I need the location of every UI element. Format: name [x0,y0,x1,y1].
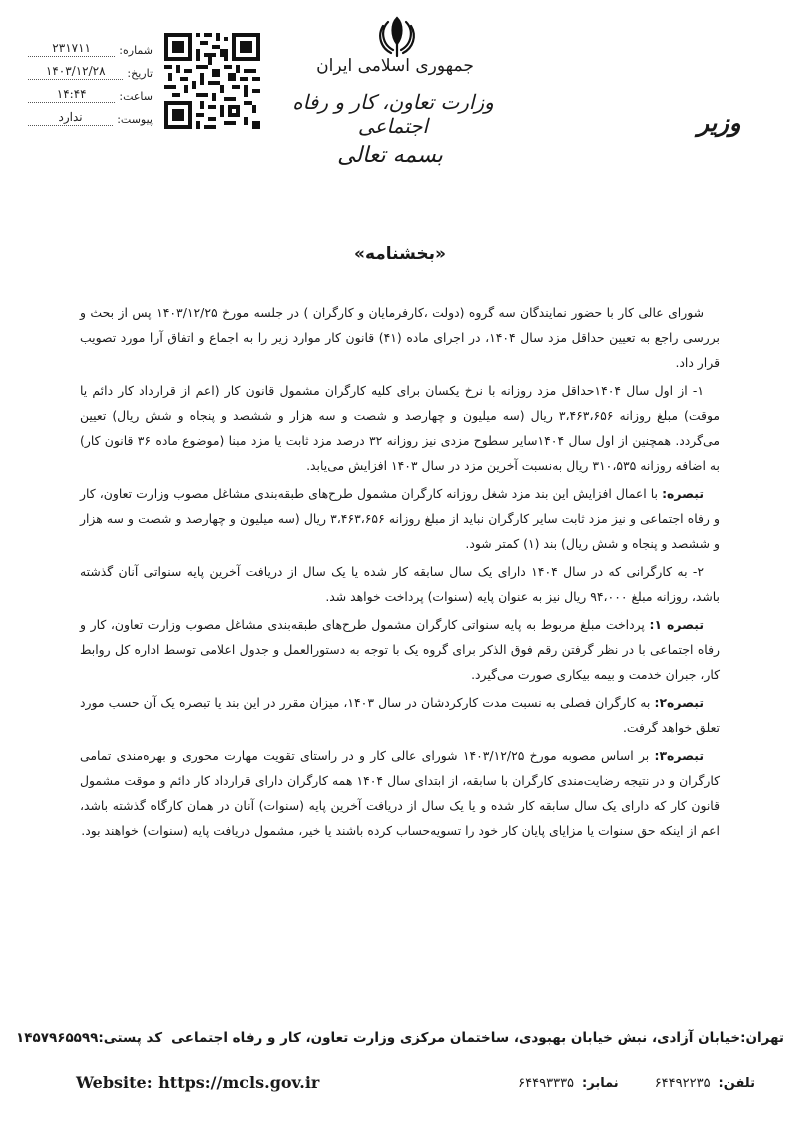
clause-2-note-2 [80,690,720,740]
footer-phones [470,1076,755,1091]
note-1-text: پرداخت مبلغ مربوط به پایه سنواتی کارگران مشمول طرح‌های طبقه‌بندی مشاغل مصوب وزارت تعاون، کار و رفاه اجتماعی با در نظر گرفتن رقم فوق الذکر برای گروه یک با توجه به دستورالعمل و جدول اعلامی توسط اداره کل روابط کار، جبران خدمت و بیمه بیکاری صورت می‌گیرد. [80,617,720,682]
bismillah-heading: بسمه تعالی [337,143,443,168]
note-1-label: تبصره ۱: [649,617,704,632]
country-name: جمهوری اسلامی ایران [316,56,474,76]
note-label: تبصره: [662,486,704,501]
letter-number-label: شماره: [119,44,153,57]
letter-time-value: ۱۴:۴۴ [28,87,115,103]
phone-label: تلفن: [718,1076,755,1091]
letter-attachment-value: ندارد [28,110,113,126]
letter-number-value: ۲۳۱۷۱۱ [28,41,115,57]
fax-value: ۶۴۴۹۳۳۳۵ [518,1076,575,1091]
fax-label: نمابر: [582,1076,619,1091]
footer-address: تهران:خیابان آزادی، نبش خیابان بهبودی، ساختمان مرکزی وزارت تعاون، کار و رفاه اجتماعی [171,1030,784,1046]
letter-date-label: تاریخ: [127,67,153,80]
note-2-text: به کارگران فصلی به نسبت مدت کارکردشان در سال ۱۴۰۳، میزان مقرر در این بند یا تبصره یک آن حسب مورد تعلق خواهد گرفت. [80,695,720,735]
letter-time-label: ساعت: [119,90,153,103]
note-3-text: بر اساس مصوبه مورخ ۱۴۰۳/۱۲/۲۵ شورای عالی کار و در راستای تقویت مهارت محوری و بهره‌مندی تمامی کارگران و در نتیجه رضایت‌مندی کارگران با سابقه، از ابتدای سال ۱۴۰۴ همه کارگران دارای قرارداد کار دائم و موقت مشمول قانون کار که دارای یک سال سابقه کار شده و یا یک سال از دریافت آخرین پایه (سنوات) آنان در همان کارگاه گذشته باشد، اعم از اینکه حق سنوات یا مزایای پایان کار خود را تسویه‌حساب کرده باشند یا خیر، مشمول دریافت پایه (سنوات) خواهند بود. [80,748,721,838]
note-text: با اعمال افزایش این بند مزد شغل روزانه کارگران مشمول طرح‌های طبقه‌بندی مشاغل مصوب وزارت تعاون، کار و رفاه اجتماعی و نیز مزد ثابت سایر کارگران نباید از مبلغ روزانه ۳،۴۶۳،۶۵۶ ریال (سه میلیون و چهارصد و شصت و سه هزار و ششصد و پنجاه و شش ریال) بند (۱) کمتر شود. [80,486,720,551]
document-title: «بخشنامه» [353,244,447,264]
iran-emblem-icon [374,14,420,62]
letter-attachment-label: پیوست: [117,113,153,126]
letter-meta [28,34,153,126]
clause-1-note [80,481,720,556]
clause-2-note-1 [80,612,720,687]
letter-date-row [28,57,153,80]
footer-address-line [16,1030,784,1046]
footer-postal-code [16,1030,162,1046]
phone-value: ۶۴۴۹۲۲۳۵ [654,1076,711,1091]
letter-number-row [28,34,153,57]
qr-code-icon [164,33,260,129]
intro-paragraph: شورای عالی کار با حضور نمایندگان سه گروه (دولت ،کارفرمایان و کارگران ) در جلسه مورخ ۱۴۰۳/۱۲/۲۵ پس از بحث و بررسی راجع به تعیین حداقل مزد سال ۱۴۰۴، در اجرای ماده (۴۱) قانون کار موارد زیر را به اجماع و اتفاق آرا مورد تصویب قرار داد. [80,305,720,370]
clause-1-paragraph: ۱- از اول سال ۱۴۰۴حداقل مزد روزانه با نرخ یکسان برای کلیه کارگران مشمول قانون کار (اعم از قرارداد کار دائم یا موقت) مبلغ روزانه ۳،۴۶۳،۶۵۶ ریال (سه میلیون و چهارصد و شصت و سه هزار و ششصد و پنجاه و شش ریال) تعیین می‌گردد. همچنین از اول سال ۱۴۰۴سایر سطوح مزدی نیز روزانه ۳۲ درصد مزد ثابت یا مزد مبنا (موضوع ماده ۳۶ قانون کار) به اضافه روزانه ۳۱۰،۵۳۵ ریال به‌نسبت آخرین مزد در سال ۱۴۰۳ افزایش می‌یابد. [80,383,720,473]
minister-title: وزیر [697,108,741,137]
letter-attachment-row [28,103,153,126]
ministry-name: وزارت تعاون، کار و رفاه اجتماعی [292,90,494,138]
document-body [80,300,720,846]
footer-website[interactable]: Website: https://mcls.gov.ir [76,1073,320,1092]
postal-label: کد پستی: [98,1030,163,1046]
clause-2-note-3 [80,743,720,843]
letter-date-value: ۱۴۰۳/۱۲/۲۸ [28,64,123,80]
note-3-label: تبصره۳: [654,748,704,763]
postal-value: ۱۴۵۷۹۶۵۵۹۹ [16,1030,99,1046]
clause-2-paragraph: ۲- به کارگرانی که در سال ۱۴۰۴ دارای یک سال سابقه کار شده یا یک سال از دریافت آخرین پایه سنواتی آنان گذشته باشد، روزانه مبلغ ۹۴،۰۰۰ ریال نیز به عنوان پایه (سنوات) پرداخت خواهد شد. [80,564,720,604]
note-2-label: تبصره۲: [654,695,704,710]
letter-time-row [28,80,153,103]
